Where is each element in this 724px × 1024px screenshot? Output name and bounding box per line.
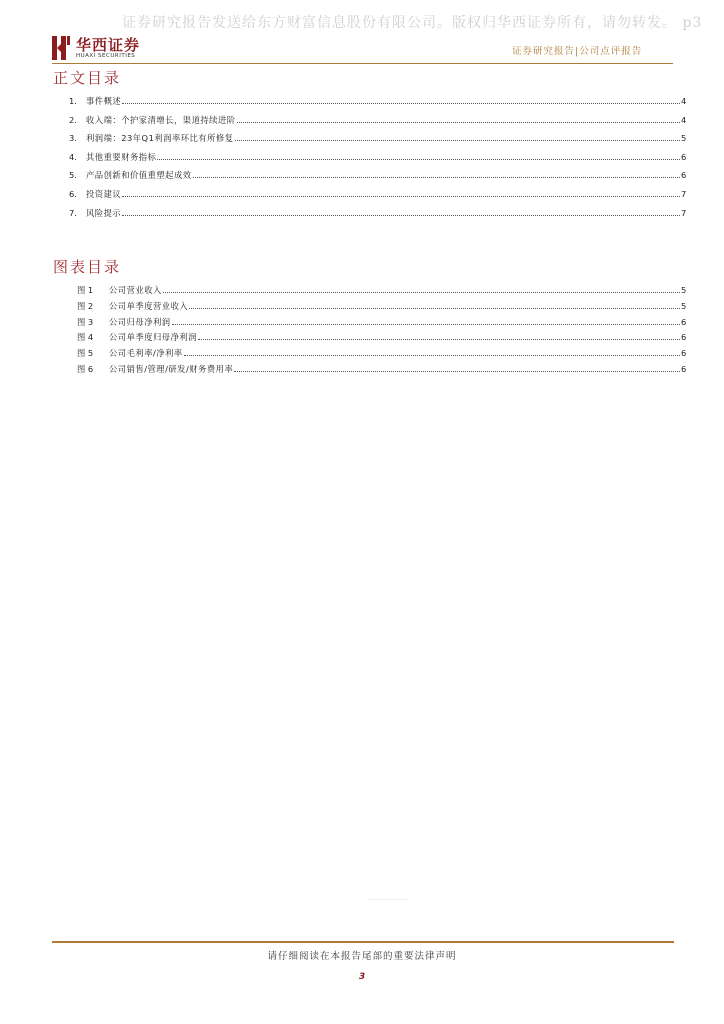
toc-item-page: 6 [681,170,687,181]
toc-dot-leader [122,190,680,197]
toc-item-page: 6 [681,151,687,162]
figure-dot-leader [198,333,680,340]
legal-notice: 请仔细阅读在本报告尾部的重要法律声明 [267,951,457,962]
figure-item[interactable] [77,347,686,363]
toc-item-title: 产品创新和价值重塑起成效 [86,170,192,181]
figure-item-label: 图 2 [77,300,94,311]
figure-item-label: 图 6 [77,363,94,374]
header-divider [52,63,673,64]
toc-item-number: 4. [69,151,77,162]
toc-dot-leader [193,171,680,178]
toc-item-number: 7. [69,207,77,218]
figure-item-page: 6 [681,363,687,374]
watermark-text: 证券研究报告发送给东方财富信息股份有限公司。版权归华西证券所有，请勿转发。 p3 [122,15,703,31]
figure-item-page: 5 [681,285,687,295]
figure-item[interactable] [77,363,686,379]
figure-dot-leader [189,302,680,309]
figures-list [77,284,686,379]
toc-item-number: 5. [69,170,77,181]
huaxi-logo-icon [52,34,72,62]
toc-dot-leader [157,153,680,160]
figure-item-page: 6 [681,332,687,343]
figure-item-label: 图 1 [77,285,94,295]
toc-item[interactable] [69,132,686,151]
toc-item-page: 4 [681,114,687,125]
toc-item-number: 6. [69,188,77,199]
toc-item[interactable] [69,95,686,114]
figure-item-title: 公司单季度营业收入 [109,300,189,311]
figure-dot-leader [172,318,680,325]
toc-item-number: 3. [69,133,77,144]
figure-item-title: 公司营业收入 [109,285,162,295]
page-number: 3 [358,972,366,982]
figure-item-title: 公司毛利率/净利率 [109,348,183,359]
figure-dot-leader [234,365,680,372]
figures-title: 图表目录 [53,258,122,276]
toc-item-title: 投资建议 [86,188,122,199]
toc-item-title: 收入端：个护家清增长，渠道持续进阶 [86,114,236,125]
footer-divider [52,941,674,943]
toc-item[interactable] [69,114,686,133]
figure-item[interactable] [77,284,686,300]
toc-item-title: 利润端：23年Q1利润率环比有所修复 [86,133,234,144]
figure-item-title: 公司销售/管理/研发/财务费用率 [109,363,234,374]
toc-item-page: 5 [681,133,687,144]
logo-chinese-name: 华西证券 [76,36,141,54]
faint-mark [368,899,408,900]
figure-item-label: 图 5 [77,348,94,359]
figure-item-title: 公司归母净利润 [109,316,171,327]
toc-title: 正文目录 [53,69,122,87]
toc-item[interactable] [69,207,686,226]
toc-dot-leader [237,116,680,123]
figure-item-label: 图 4 [77,332,94,343]
toc-item-title: 其他重要财务指标 [86,151,157,162]
figure-dot-leader [184,349,680,356]
figure-item-page: 5 [681,300,687,311]
toc-item-page: 7 [681,207,687,218]
toc-item-title: 事件概述 [86,96,122,106]
figure-item-label: 图 3 [77,316,94,327]
toc-item-number: 2. [69,114,77,125]
figure-item-page: 6 [681,348,687,359]
figure-item[interactable] [77,331,686,347]
toc-item-page: 4 [681,96,687,106]
toc-list [69,95,686,225]
logo-english-name: HUAXI SECURITIES [76,53,136,59]
figure-item-title: 公司单季度归母净利润 [109,332,197,343]
toc-item[interactable] [69,151,686,170]
toc-item-title: 风险提示 [86,207,122,218]
toc-dot-leader [122,209,680,216]
company-logo [52,34,172,62]
figure-dot-leader [163,286,680,293]
figure-item[interactable] [77,300,686,316]
figure-item-page: 6 [681,316,687,327]
toc-item[interactable] [69,188,686,207]
toc-dot-leader [122,97,680,104]
toc-item-page: 7 [681,188,687,199]
figure-item[interactable] [77,316,686,332]
toc-item[interactable] [69,169,686,188]
report-type-label: 证券研究报告|公司点评报告 [512,46,643,57]
toc-dot-leader [235,134,680,141]
toc-item-number: 1. [69,96,77,106]
